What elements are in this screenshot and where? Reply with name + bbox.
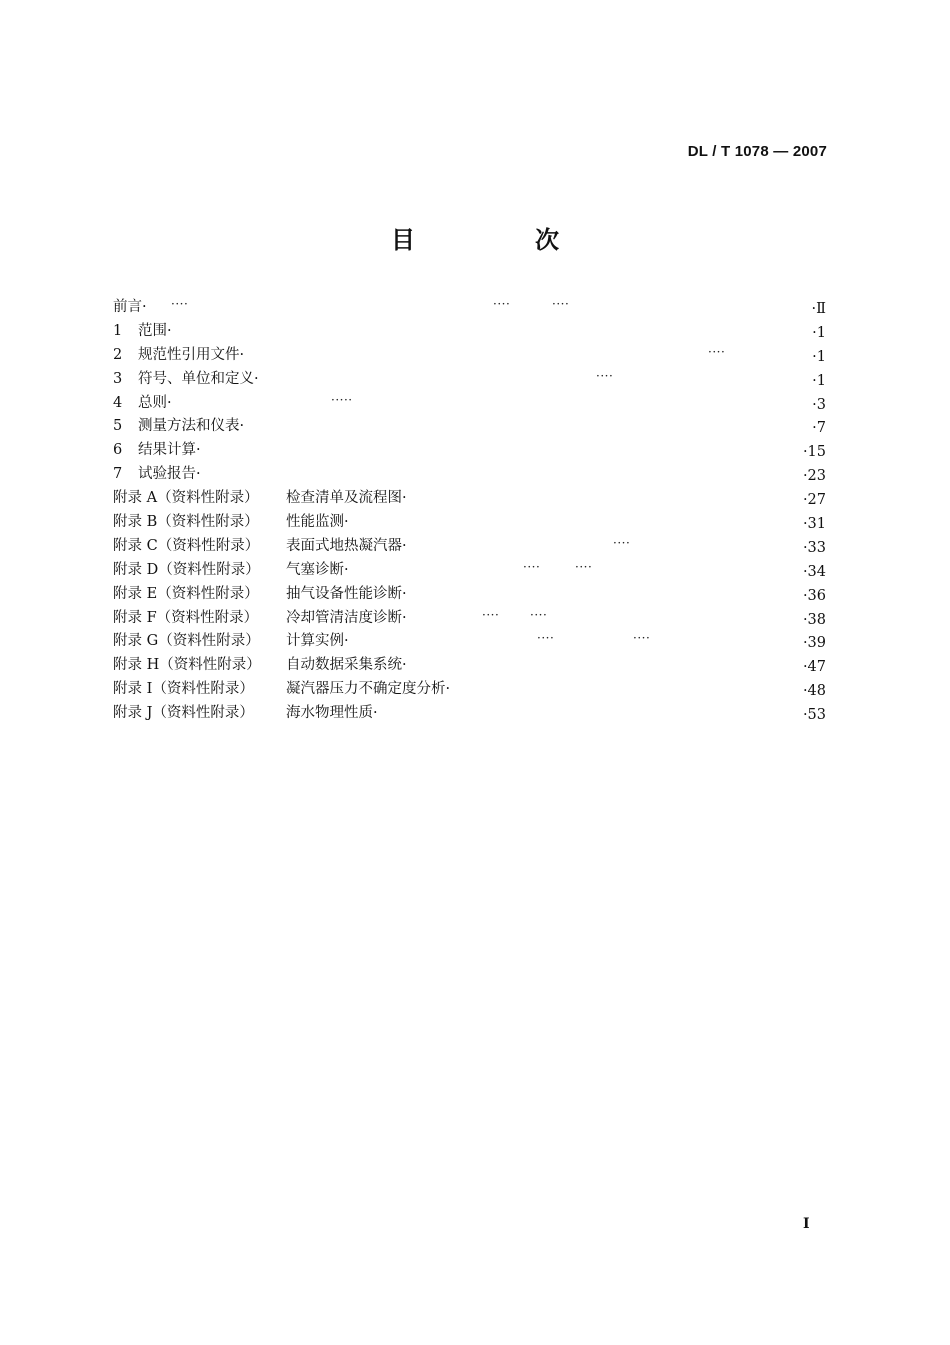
toc-entry-appendix[interactable] xyxy=(113,607,826,631)
toc-page-number: ·33 xyxy=(802,539,826,556)
appendix-label: 附录 I（资料性附录） xyxy=(113,681,254,698)
appendix-label: 附录 C（资料性附录） xyxy=(113,537,260,554)
toc-page-number: ·1 xyxy=(812,348,826,365)
toc-entry-label: 结果计算· xyxy=(138,442,201,459)
toc-entry-appendix[interactable] xyxy=(113,702,826,726)
toc-entry-label: 测量方法和仪表· xyxy=(138,418,245,435)
appendix-title: 计算实例· xyxy=(286,633,349,650)
chapter-number: 1 xyxy=(113,322,123,339)
toc-entry-appendix[interactable] xyxy=(113,654,826,678)
appendix-title: 抽气设备性能诊断· xyxy=(286,585,407,602)
appendix-label: 附录 B（资料性附录） xyxy=(113,514,259,531)
appendix-label: 附录 G（资料性附录） xyxy=(113,633,260,650)
toc-page-number: ·39 xyxy=(802,635,826,652)
toc-entry-chapter[interactable] xyxy=(113,368,826,392)
toc-page-number: ·53 xyxy=(802,707,826,724)
toc-entry-label: 前言· xyxy=(113,299,147,315)
dot-leader: ···· xyxy=(613,535,631,550)
toc-entry-label: 符号、单位和定义· xyxy=(138,370,259,387)
appendix-label: 附录 H（资料性附录） xyxy=(113,657,261,674)
chapter-number: 7 xyxy=(113,466,123,483)
toc-entry-chapter[interactable] xyxy=(113,463,826,487)
toc-entry-label: 总则· xyxy=(138,394,172,411)
toc-entry-label: 试验报告· xyxy=(138,466,201,483)
toc-entry-preface[interactable] xyxy=(113,296,826,320)
toc-entry-chapter[interactable] xyxy=(113,344,826,368)
toc-entry-appendix[interactable] xyxy=(113,630,826,654)
page-number: I xyxy=(803,1216,810,1232)
appendix-title: 冷却管清洁度诊断· xyxy=(286,609,407,626)
chapter-number: 3 xyxy=(113,370,123,387)
standard-code: DL / T 1078 — 2007 xyxy=(687,143,827,160)
appendix-title: 检查清单及流程图· xyxy=(286,490,407,507)
toc-page-number: ·23 xyxy=(802,468,826,485)
dot-leader: ···· xyxy=(530,607,548,622)
toc-entry-appendix[interactable] xyxy=(113,511,826,535)
toc-page-number: ·47 xyxy=(802,659,826,676)
toc-page-number: ·36 xyxy=(802,587,826,604)
toc-entry-chapter[interactable] xyxy=(113,439,826,463)
appendix-title: 自动数据采集系统· xyxy=(286,657,407,674)
dot-leader: ···· xyxy=(575,559,593,574)
toc-page-number: ·48 xyxy=(802,683,826,700)
page-title: 目 次 xyxy=(391,226,607,254)
table-of-contents xyxy=(113,296,826,726)
toc-entry-appendix[interactable] xyxy=(113,678,826,702)
toc-page-number: ·34 xyxy=(802,563,826,580)
toc-page-number: ·7 xyxy=(812,420,826,437)
dot-leader: ···· xyxy=(482,607,500,622)
appendix-label: 附录 E（资料性附录） xyxy=(113,585,259,602)
toc-entry-chapter[interactable] xyxy=(113,415,826,439)
toc-page-number: ·38 xyxy=(802,611,826,628)
toc-entry-label: 规范性引用文件· xyxy=(138,346,245,363)
dot-leader: ····· xyxy=(331,392,353,407)
dot-leader: ···· xyxy=(493,297,511,311)
chapter-number: 2 xyxy=(113,346,123,363)
dot-leader: ···· xyxy=(537,631,555,646)
toc-entry-appendix[interactable] xyxy=(113,487,826,511)
toc-page-number: ·1 xyxy=(812,372,826,389)
appendix-label: 附录 J（资料性附录） xyxy=(113,705,254,722)
appendix-title: 凝汽器压力不确定度分析· xyxy=(286,681,451,698)
chapter-number: 6 xyxy=(113,442,123,459)
appendix-title: 气塞诊断· xyxy=(286,561,349,578)
appendix-label: 附录 D（资料性附录） xyxy=(113,561,260,578)
toc-entry-chapter[interactable] xyxy=(113,392,826,416)
toc-entry-label: 范围· xyxy=(138,322,172,339)
toc-page-number: ·3 xyxy=(812,396,826,413)
appendix-title: 性能监测· xyxy=(286,514,349,531)
toc-page-number: ·31 xyxy=(802,516,826,533)
toc-page-number: ·15 xyxy=(802,444,826,461)
appendix-title: 表面式地热凝汽器· xyxy=(286,537,407,554)
toc-entry-appendix[interactable] xyxy=(113,535,826,559)
appendix-title: 海水物理性质· xyxy=(286,705,378,722)
toc-page-number: ·Ⅱ xyxy=(811,301,826,317)
toc-entry-appendix[interactable] xyxy=(113,559,826,583)
toc-page-number: ·1 xyxy=(812,324,826,341)
appendix-label: 附录 F（资料性附录） xyxy=(113,609,259,626)
dot-leader: ···· xyxy=(171,297,189,311)
dot-leader: ···· xyxy=(708,344,726,359)
dot-leader: ···· xyxy=(596,368,614,383)
chapter-number: 5 xyxy=(113,418,123,435)
toc-entry-appendix[interactable] xyxy=(113,583,826,607)
dot-leader: ···· xyxy=(523,559,541,574)
dot-leader: ···· xyxy=(552,297,570,311)
chapter-number: 4 xyxy=(113,394,123,411)
dot-leader: ···· xyxy=(633,631,651,646)
appendix-label: 附录 A（资料性附录） xyxy=(113,490,259,507)
toc-page-number: ·27 xyxy=(802,492,826,509)
